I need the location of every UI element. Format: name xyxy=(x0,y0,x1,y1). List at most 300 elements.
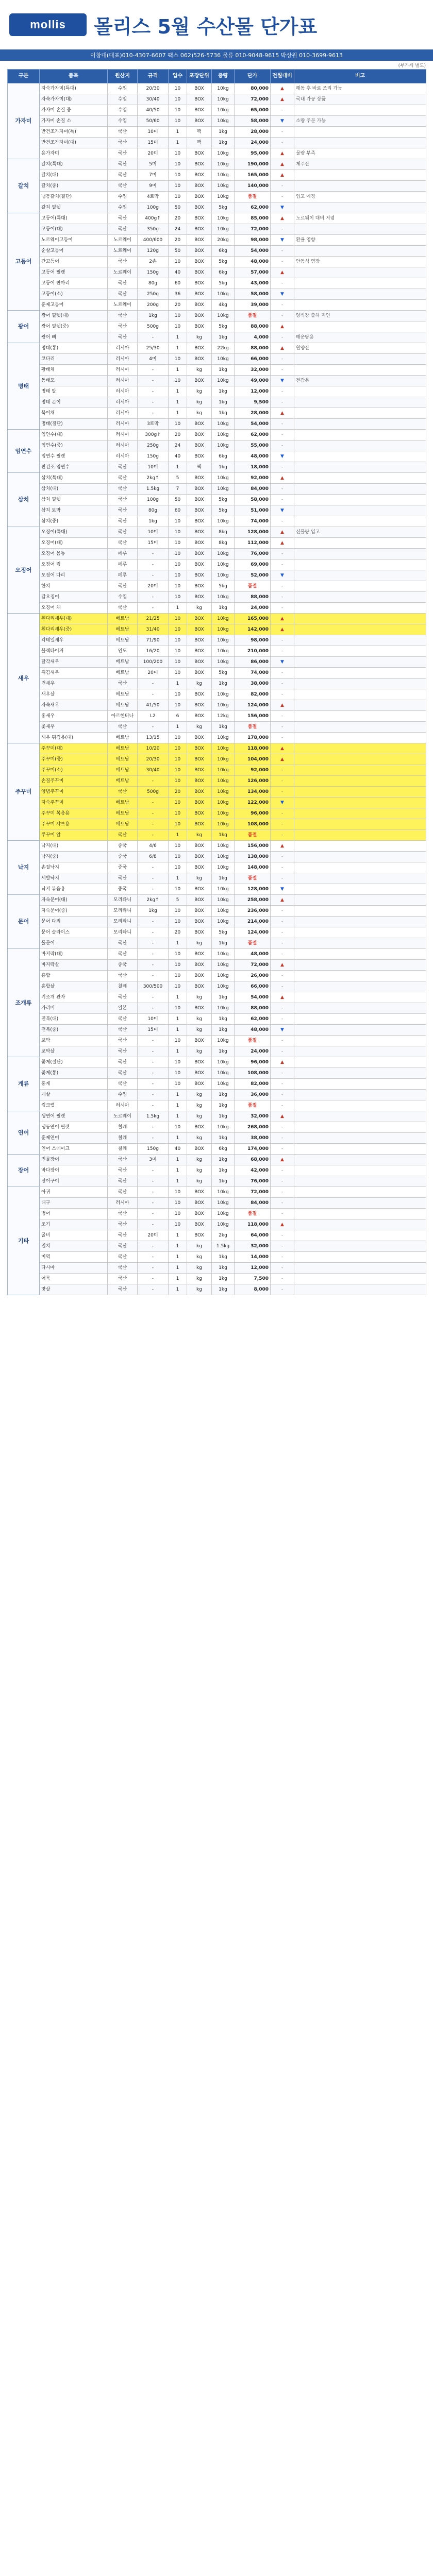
pack-cell: kg xyxy=(187,830,212,841)
table-row xyxy=(8,1079,426,1090)
pack-cell: BOX xyxy=(187,668,212,679)
price-cell: 126,000 xyxy=(235,776,271,787)
table-row xyxy=(8,408,426,419)
price-cell: 122,000 xyxy=(235,798,271,808)
table-row xyxy=(8,700,426,711)
price-cell: 55,000 xyxy=(235,440,271,451)
item-cell: 건새우 xyxy=(40,679,108,689)
item-cell: 튀김새우 xyxy=(40,668,108,679)
table-row xyxy=(8,1090,426,1100)
price-cell: 38,000 xyxy=(235,1133,271,1144)
weight-cell: 10kg xyxy=(212,419,235,430)
price-cell: 65,000 xyxy=(235,105,271,116)
pack-cell: kg xyxy=(187,332,212,343)
pack-cell: BOX xyxy=(187,430,212,440)
weight-cell: 10kg xyxy=(212,170,235,181)
spec-cell: 20미 xyxy=(138,581,169,592)
change-cell: ▲ xyxy=(271,527,294,538)
spec-cell: 1.5kg xyxy=(138,1111,169,1122)
table-row xyxy=(8,624,426,635)
change-cell: ▲ xyxy=(271,148,294,159)
qty-cell: 20 xyxy=(169,235,187,246)
memo-cell xyxy=(294,711,426,722)
origin-cell: 러시아 xyxy=(108,1198,138,1209)
memo-cell xyxy=(294,776,426,787)
pack-cell: kg xyxy=(187,1014,212,1025)
pack-cell: BOX xyxy=(187,646,212,657)
spec-cell: - xyxy=(138,1057,169,1068)
table-row xyxy=(8,1068,426,1079)
spec-cell: - xyxy=(138,938,169,949)
origin-cell: 인도 xyxy=(108,646,138,657)
pack-cell: BOX xyxy=(187,1003,212,1014)
weight-cell: 10kg xyxy=(212,1209,235,1219)
pack-cell: kg xyxy=(187,397,212,408)
spec-cell: 5미 xyxy=(138,159,169,170)
weight-cell: 1kg xyxy=(212,397,235,408)
table-row xyxy=(8,549,426,560)
pack-cell: BOX xyxy=(187,549,212,560)
price-cell: 32,000 xyxy=(235,1111,271,1122)
qty-cell: 60 xyxy=(169,278,187,289)
table-row xyxy=(8,906,426,917)
spec-cell: 15미 xyxy=(138,138,169,148)
spec-cell: - xyxy=(138,949,169,960)
spec-cell: 10미 xyxy=(138,527,169,538)
spec-cell: 6/8 xyxy=(138,852,169,862)
memo-cell xyxy=(294,451,426,462)
price-cell: 138,000 xyxy=(235,852,271,862)
spec-cell: - xyxy=(138,722,169,733)
pack-cell: BOX xyxy=(187,711,212,722)
memo-cell xyxy=(294,1198,426,1209)
item-cell: 고등어 필렛 xyxy=(40,267,108,278)
pack-cell: BOX xyxy=(187,635,212,646)
spec-cell: - xyxy=(138,1241,169,1252)
qty-cell: 1 xyxy=(169,332,187,343)
change-cell: - xyxy=(271,397,294,408)
qty-cell: 1 xyxy=(169,830,187,841)
table-row xyxy=(8,1241,426,1252)
item-cell: 꼬막 xyxy=(40,1036,108,1046)
table-row xyxy=(8,992,426,1003)
spec-cell: - xyxy=(138,884,169,895)
origin-cell: 베트남 xyxy=(108,765,138,776)
price-cell: 95,000 xyxy=(235,148,271,159)
item-cell: 가자미 손질 중 xyxy=(40,105,108,116)
item-cell: 임연수 필렛 xyxy=(40,451,108,462)
spec-cell: 20미 xyxy=(138,668,169,679)
memo-cell xyxy=(294,1155,426,1165)
origin-cell: 러시아 xyxy=(108,1100,138,1111)
spec-cell: 7미 xyxy=(138,170,169,181)
pack-cell: BOX xyxy=(187,895,212,906)
weight-cell: 5kg xyxy=(212,581,235,592)
qty-cell: 10 xyxy=(169,116,187,127)
price-cell: 124,000 xyxy=(235,700,271,711)
qty-cell: 10 xyxy=(169,743,187,754)
item-cell: 미역 xyxy=(40,1252,108,1263)
memo-cell xyxy=(294,570,426,581)
spec-cell: 200g xyxy=(138,300,169,311)
spec-cell: - xyxy=(138,1122,169,1133)
weight-cell: 1kg xyxy=(212,938,235,949)
qty-cell: 10 xyxy=(169,94,187,105)
weight-cell: 1kg xyxy=(212,1284,235,1295)
origin-cell: 러시아 xyxy=(108,440,138,451)
item-cell: 오징어(특대) xyxy=(40,527,108,538)
origin-cell: 국산 xyxy=(108,971,138,981)
item-cell: 고등어(특대) xyxy=(40,213,108,224)
qty-cell: 10 xyxy=(169,754,187,765)
qty-cell: 10 xyxy=(169,700,187,711)
item-cell: 삼치(특대) xyxy=(40,473,108,484)
spec-cell: 150g xyxy=(138,451,169,462)
weight-cell: 1kg xyxy=(212,1014,235,1025)
table-row xyxy=(8,213,426,224)
change-cell: - xyxy=(271,332,294,343)
item-cell: 삼치 필렛 xyxy=(40,495,108,505)
item-cell: 흰다리새우(중) xyxy=(40,624,108,635)
weight-cell: 12kg xyxy=(212,711,235,722)
weight-cell: 10kg xyxy=(212,1079,235,1090)
table-row xyxy=(8,646,426,657)
spec-cell: 20/30 xyxy=(138,754,169,765)
change-cell: - xyxy=(271,549,294,560)
table-row xyxy=(8,711,426,722)
pack-cell: BOX xyxy=(187,321,212,332)
price-cell: 품절 xyxy=(235,938,271,949)
weight-cell: 10kg xyxy=(212,819,235,830)
spec-cell: 1kg xyxy=(138,906,169,917)
change-cell: - xyxy=(271,419,294,430)
item-cell: 칵테일새우 xyxy=(40,635,108,646)
price-cell: 9,500 xyxy=(235,397,271,408)
qty-cell: 10 xyxy=(169,884,187,895)
item-cell: 오징어 다리 xyxy=(40,570,108,581)
origin-cell: 수입 xyxy=(108,116,138,127)
pack-cell: kg xyxy=(187,1176,212,1187)
weight-cell: 1kg xyxy=(212,462,235,473)
spec-cell: - xyxy=(138,992,169,1003)
spec-cell: 71/90 xyxy=(138,635,169,646)
pack-cell: BOX xyxy=(187,181,212,192)
qty-cell: 10 xyxy=(169,981,187,992)
memo-cell xyxy=(294,841,426,852)
change-cell: - xyxy=(271,668,294,679)
spec-cell: - xyxy=(138,1068,169,1079)
table-row xyxy=(8,148,426,159)
qty-cell: 10 xyxy=(169,1036,187,1046)
pack-cell: BOX xyxy=(187,1198,212,1209)
table-row xyxy=(8,1230,426,1241)
change-cell: - xyxy=(271,1263,294,1274)
memo-cell xyxy=(294,1003,426,1014)
weight-cell: 5kg xyxy=(212,278,235,289)
origin-cell: 아르헨티나 xyxy=(108,711,138,722)
qty-cell: 10 xyxy=(169,819,187,830)
weight-cell: 10kg xyxy=(212,1068,235,1079)
change-cell: - xyxy=(271,484,294,495)
origin-cell: 국산 xyxy=(108,873,138,884)
item-cell: 손질낙지 xyxy=(40,862,108,873)
weight-cell: 10kg xyxy=(212,646,235,657)
pack-cell: BOX xyxy=(187,311,212,321)
memo-cell xyxy=(294,808,426,819)
item-cell: 어묵 xyxy=(40,1274,108,1284)
price-cell: 84,000 xyxy=(235,484,271,495)
memo-cell xyxy=(294,679,426,689)
change-cell: - xyxy=(271,1122,294,1133)
pack-cell: BOX xyxy=(187,689,212,700)
spec-cell: 2kg↑ xyxy=(138,473,169,484)
category-cell: 장어 xyxy=(8,1155,40,1187)
price-cell: 142,000 xyxy=(235,624,271,635)
memo-cell xyxy=(294,743,426,754)
qty-cell: 1 xyxy=(169,873,187,884)
item-cell: 삼치(중) xyxy=(40,516,108,527)
memo-cell: 소량 주문 가능 xyxy=(294,116,426,127)
page-title: 몰리스 5월 수산물 단가표 xyxy=(94,15,318,38)
weight-cell: 1kg xyxy=(212,603,235,614)
memo-cell: 전감용 xyxy=(294,376,426,386)
change-cell: - xyxy=(271,1090,294,1100)
origin-cell: 수입 xyxy=(108,592,138,603)
change-cell: - xyxy=(271,733,294,743)
weight-cell: 1kg xyxy=(212,1046,235,1057)
origin-cell: 노르웨이 xyxy=(108,246,138,257)
price-cell: 54,000 xyxy=(235,419,271,430)
spec-cell: L2 xyxy=(138,711,169,722)
qty-cell: 1 xyxy=(169,992,187,1003)
price-cell: 134,000 xyxy=(235,787,271,798)
memo-cell xyxy=(294,895,426,906)
weight-cell: 1kg xyxy=(212,830,235,841)
price-cell: 178,000 xyxy=(235,733,271,743)
price-cell: 104,000 xyxy=(235,754,271,765)
table-row xyxy=(8,159,426,170)
table-body xyxy=(8,83,426,1295)
change-cell: - xyxy=(271,365,294,376)
item-cell: 꽃게(통) xyxy=(40,1068,108,1079)
origin-cell: 베트남 xyxy=(108,657,138,668)
memo-cell xyxy=(294,246,426,257)
pack-cell: kg xyxy=(187,873,212,884)
qty-cell: 10 xyxy=(169,949,187,960)
qty-cell: 1 xyxy=(169,1155,187,1165)
item-cell: 주꾸미(중) xyxy=(40,754,108,765)
pack-cell: BOX xyxy=(187,862,212,873)
change-cell: - xyxy=(271,1241,294,1252)
memo-cell xyxy=(294,1090,426,1100)
spec-cell: 15미 xyxy=(138,538,169,549)
pack-cell: BOX xyxy=(187,754,212,765)
change-cell: - xyxy=(271,386,294,397)
origin-cell: 칠레 xyxy=(108,981,138,992)
origin-cell: 국산 xyxy=(108,278,138,289)
qty-cell: 20 xyxy=(169,213,187,224)
category-cell: 삼치 xyxy=(8,473,40,527)
price-cell: 92,000 xyxy=(235,765,271,776)
table-row xyxy=(8,181,426,192)
item-cell: 자숙가자미(특대) xyxy=(40,83,108,94)
origin-cell: 수입 xyxy=(108,94,138,105)
origin-cell: 국산 xyxy=(108,495,138,505)
item-cell: 갈치(특대) xyxy=(40,159,108,170)
change-cell: ▼ xyxy=(271,505,294,516)
table-row xyxy=(8,321,426,332)
memo-cell xyxy=(294,1100,426,1111)
qty-cell: 50 xyxy=(169,495,187,505)
origin-cell: 베트남 xyxy=(108,635,138,646)
memo-cell xyxy=(294,1219,426,1230)
table-row xyxy=(8,202,426,213)
spec-cell: 80g xyxy=(138,278,169,289)
spec-cell: 100g xyxy=(138,495,169,505)
spec-cell: 80g xyxy=(138,505,169,516)
pack-cell: BOX xyxy=(187,83,212,94)
item-cell: 삼치 토막 xyxy=(40,505,108,516)
pack-cell: BOX xyxy=(187,949,212,960)
spec-cell: 1kg xyxy=(138,516,169,527)
change-cell: - xyxy=(271,1284,294,1295)
qty-cell: 1 xyxy=(169,1090,187,1100)
weight-cell: 10kg xyxy=(212,614,235,624)
weight-cell: 10kg xyxy=(212,83,235,94)
spec-cell: 1kg xyxy=(138,311,169,321)
qty-cell: 5 xyxy=(169,473,187,484)
spec-cell: - xyxy=(138,808,169,819)
weight-cell: 10kg xyxy=(212,289,235,300)
origin-cell: 페루 xyxy=(108,560,138,570)
item-cell: 명태 곤이 xyxy=(40,397,108,408)
weight-cell: 6kg xyxy=(212,1144,235,1155)
spec-cell: - xyxy=(138,1100,169,1111)
category-cell: 문어 xyxy=(8,895,40,949)
memo-cell xyxy=(294,830,426,841)
origin-cell: 베트남 xyxy=(108,743,138,754)
qty-cell: 1 xyxy=(169,1176,187,1187)
pack-cell: BOX xyxy=(187,257,212,267)
origin-cell: 국산 xyxy=(108,289,138,300)
weight-cell: 10kg xyxy=(212,917,235,927)
weight-cell: 10kg xyxy=(212,1003,235,1014)
table-row xyxy=(8,873,426,884)
memo-cell xyxy=(294,560,426,570)
price-cell: 54,000 xyxy=(235,992,271,1003)
change-cell: ▼ xyxy=(271,570,294,581)
table-row xyxy=(8,1263,426,1274)
item-cell: 홍게 xyxy=(40,1079,108,1090)
item-cell: 자숙문어(대) xyxy=(40,895,108,906)
memo-cell xyxy=(294,505,426,516)
origin-cell: 국산 xyxy=(108,1187,138,1198)
change-cell: - xyxy=(271,354,294,365)
qty-cell: 10 xyxy=(169,1057,187,1068)
pack-cell: BOX xyxy=(187,1036,212,1046)
price-cell: 품절 xyxy=(235,830,271,841)
item-cell: 주꾸미(소) xyxy=(40,765,108,776)
category-cell: 기타 xyxy=(8,1187,40,1295)
column-header: 비고 xyxy=(294,70,426,83)
origin-cell: 러시아 xyxy=(108,408,138,419)
qty-cell: 10 xyxy=(169,516,187,527)
origin-cell: 러시아 xyxy=(108,451,138,462)
change-cell: ▲ xyxy=(271,754,294,765)
change-cell: - xyxy=(271,224,294,235)
pack-cell: kg xyxy=(187,1252,212,1263)
memo-cell xyxy=(294,538,426,549)
pack-cell: BOX xyxy=(187,516,212,527)
pack-cell: BOX xyxy=(187,1079,212,1090)
memo-cell xyxy=(294,289,426,300)
weight-cell: 1kg xyxy=(212,679,235,689)
memo-cell xyxy=(294,960,426,971)
table-row xyxy=(8,1165,426,1176)
memo-cell xyxy=(294,819,426,830)
origin-cell: 국산 xyxy=(108,1219,138,1230)
origin-cell: 노르웨이 xyxy=(108,235,138,246)
origin-cell: 국산 xyxy=(108,581,138,592)
change-cell: ▲ xyxy=(271,170,294,181)
qty-cell: 1 xyxy=(169,1241,187,1252)
price-cell: 118,000 xyxy=(235,1219,271,1230)
change-cell: ▲ xyxy=(271,1111,294,1122)
column-header: 품목 xyxy=(40,70,108,83)
spec-cell: - xyxy=(138,397,169,408)
category-cell: 조개류 xyxy=(8,949,40,1057)
table-row xyxy=(8,808,426,819)
weight-cell: 10kg xyxy=(212,148,235,159)
table-row xyxy=(8,862,426,873)
weight-cell: 1kg xyxy=(212,1155,235,1165)
change-cell: - xyxy=(271,1046,294,1057)
change-cell: ▲ xyxy=(271,960,294,971)
change-cell: - xyxy=(271,138,294,148)
memo-cell xyxy=(294,1036,426,1046)
change-cell: - xyxy=(271,635,294,646)
price-cell: 268,000 xyxy=(235,1122,271,1133)
pack-cell: BOX xyxy=(187,927,212,938)
qty-cell: 10 xyxy=(169,971,187,981)
weight-cell: 10kg xyxy=(212,1219,235,1230)
memo-cell xyxy=(294,430,426,440)
weight-cell: 10kg xyxy=(212,484,235,495)
price-cell: 210,000 xyxy=(235,646,271,657)
price-cell: 24,000 xyxy=(235,1046,271,1057)
change-cell: - xyxy=(271,1230,294,1241)
pack-cell: BOX xyxy=(187,733,212,743)
memo-cell xyxy=(294,495,426,505)
item-cell: 생연어 필렛 xyxy=(40,1111,108,1122)
item-cell: 키조개 관자 xyxy=(40,992,108,1003)
pack-cell: BOX xyxy=(187,1122,212,1133)
pack-cell: kg xyxy=(187,1111,212,1122)
origin-cell: 노르웨이 xyxy=(108,1111,138,1122)
pack-cell: BOX xyxy=(187,354,212,365)
price-cell: 62,000 xyxy=(235,1014,271,1025)
table-row xyxy=(8,852,426,862)
price-cell: 108,000 xyxy=(235,819,271,830)
spec-cell: 41/50 xyxy=(138,700,169,711)
origin-cell: 베트남 xyxy=(108,808,138,819)
table-row xyxy=(8,657,426,668)
qty-cell: 10 xyxy=(169,321,187,332)
spec-cell: 4/6 xyxy=(138,841,169,852)
origin-cell: 국산 xyxy=(108,1263,138,1274)
memo-cell xyxy=(294,1014,426,1025)
item-cell: 임연수(대) xyxy=(40,430,108,440)
